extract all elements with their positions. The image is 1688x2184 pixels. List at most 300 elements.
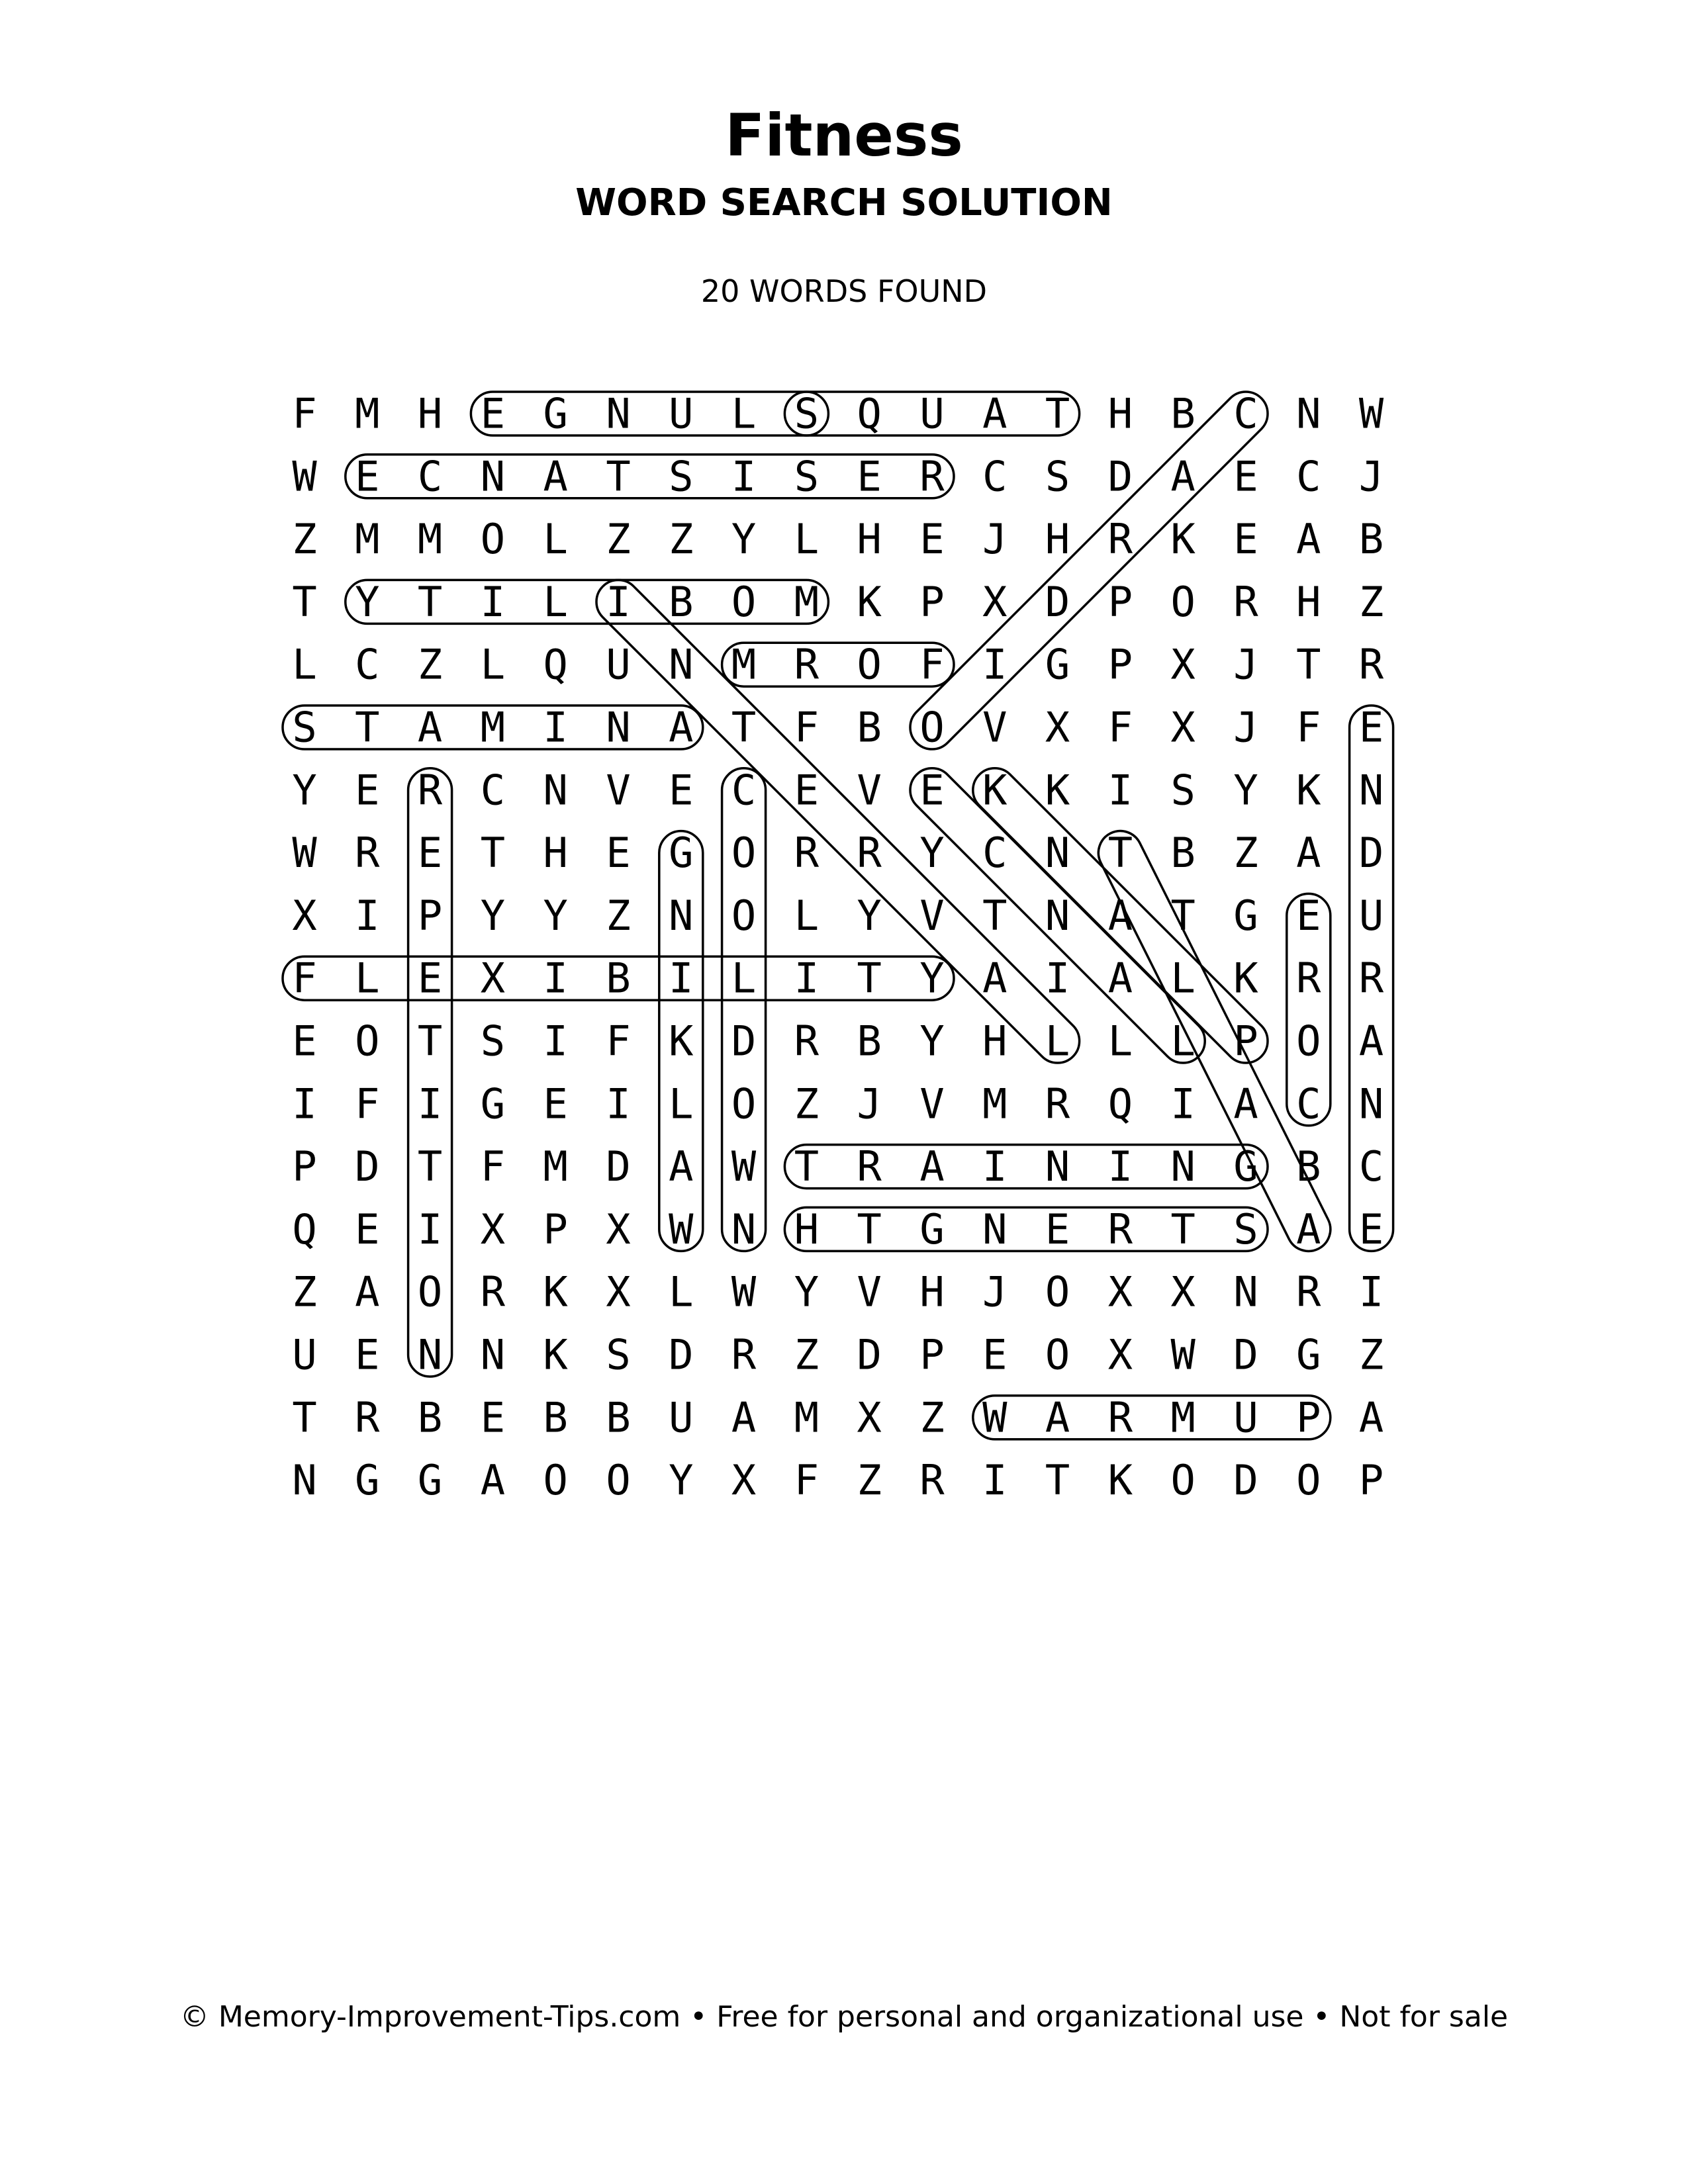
grid-letter: L	[292, 640, 317, 689]
grid-letter: X	[1107, 1330, 1133, 1379]
grid-letter: K	[1045, 766, 1070, 815]
grid-letter: H	[982, 1017, 1008, 1066]
grid-letter: U	[292, 1330, 317, 1379]
grid-letter: T	[1045, 1456, 1070, 1505]
grid-letter: U	[919, 389, 945, 438]
grid-letter: G	[355, 1456, 380, 1505]
grid-letter: C	[1296, 452, 1321, 501]
grid-letter: E	[355, 1205, 380, 1253]
grid-letter: R	[1358, 640, 1384, 689]
grid-letter: R	[480, 1267, 506, 1316]
grid-letter: A	[1296, 515, 1321, 564]
grid-letter: X	[857, 1393, 882, 1442]
grid-letter: D	[857, 1330, 882, 1379]
grid-letter: A	[1107, 954, 1133, 1003]
grid-letter: L	[543, 577, 568, 626]
grid-letter: A	[731, 1393, 757, 1442]
grid-letter: R	[731, 1330, 757, 1379]
grid-letter: E	[292, 1017, 317, 1066]
grid-letter: R	[857, 829, 882, 878]
grid-letter: T	[480, 829, 506, 878]
grid-letter: A	[480, 1456, 506, 1505]
grid-letter: E	[480, 1393, 506, 1442]
grid-letter: N	[1045, 829, 1070, 878]
grid-letter: R	[1358, 954, 1384, 1003]
grid-letter: Z	[794, 1330, 820, 1379]
grid-letter: T	[794, 1142, 820, 1191]
grid-letter: X	[1045, 703, 1070, 752]
grid-letter: K	[1296, 766, 1321, 815]
grid-letter: X	[1170, 1267, 1196, 1316]
grid-letter: T	[1170, 891, 1196, 940]
grid-letter: R	[417, 766, 443, 815]
grid-letter: R	[1296, 954, 1321, 1003]
grid-letter: N	[606, 703, 631, 752]
grid-letter: Y	[919, 954, 945, 1003]
grid-letter: D	[1233, 1456, 1258, 1505]
grid-letter: G	[669, 829, 694, 878]
grid-letter: B	[857, 1017, 882, 1066]
grid-letter: A	[1296, 1205, 1321, 1253]
grid-letter: Z	[794, 1079, 820, 1128]
grid-letter: K	[982, 766, 1008, 815]
grid-letter: D	[1107, 452, 1133, 501]
grid-letter: T	[292, 1393, 317, 1442]
grid-letter: P	[1296, 1393, 1321, 1442]
grid-letter: B	[1296, 1142, 1321, 1191]
grid-letter: F	[794, 1456, 820, 1505]
grid-letter: Y	[543, 891, 568, 940]
grid-letter: H	[1296, 577, 1321, 626]
grid-letter: P	[292, 1142, 317, 1191]
grid-letter: L	[543, 515, 568, 564]
grid-letter: I	[606, 577, 631, 626]
grid-letter: Z	[669, 515, 694, 564]
grid-letter: M	[794, 1393, 820, 1442]
grid-letter: A	[1170, 452, 1196, 501]
grid-letter: I	[480, 577, 506, 626]
grid-letter: A	[1296, 829, 1321, 878]
grid-letter: H	[1107, 389, 1133, 438]
grid-letter: Y	[857, 891, 882, 940]
grid-letter: V	[919, 891, 945, 940]
grid-letter: N	[606, 389, 631, 438]
words-found-count: 20 WORDS FOUND	[700, 273, 988, 309]
grid-letter: A	[1358, 1393, 1384, 1442]
grid-letter: N	[480, 452, 506, 501]
grid-letter: C	[1358, 1142, 1384, 1191]
grid-letter: R	[919, 1456, 945, 1505]
grid-letter: Z	[1358, 577, 1384, 626]
grid-letter: V	[857, 766, 882, 815]
grid-letter: N	[292, 1456, 317, 1505]
grid-letter: D	[606, 1142, 631, 1191]
grid-letter: J	[982, 1267, 1008, 1316]
grid-letter: D	[731, 1017, 757, 1066]
grid-letter: H	[1045, 515, 1070, 564]
grid-letter: N	[480, 1330, 506, 1379]
grid-letter: O	[731, 1079, 757, 1128]
grid-letter: I	[794, 954, 820, 1003]
grid-letter: F	[919, 640, 945, 689]
grid-letter: I	[731, 452, 757, 501]
grid-letter: G	[1233, 891, 1258, 940]
grid-letter: Z	[292, 515, 317, 564]
grid-letter: N	[1358, 1079, 1384, 1128]
grid-letter: Y	[794, 1267, 820, 1316]
grid-letter: J	[1233, 640, 1258, 689]
grid-letter: E	[543, 1079, 568, 1128]
grid-letter: M	[355, 515, 380, 564]
grid-letter: Y	[919, 829, 945, 878]
grid-letter: H	[857, 515, 882, 564]
grid-letter: B	[1358, 515, 1384, 564]
grid-letter: F	[292, 389, 317, 438]
grid-letter: O	[606, 1456, 631, 1505]
grid-letter: Y	[480, 891, 506, 940]
solution-loops	[283, 383, 1393, 1442]
grid-letter: Q	[543, 640, 568, 689]
grid-letter: S	[292, 703, 317, 752]
grid-letter: P	[919, 1330, 945, 1379]
grid-letter: Y	[919, 1017, 945, 1066]
grid-letter: S	[1233, 1205, 1258, 1253]
grid-letter: L	[794, 515, 820, 564]
grid-letter: K	[543, 1267, 568, 1316]
grid-letter: I	[417, 1205, 443, 1253]
grid-letter: I	[543, 954, 568, 1003]
grid-letter: E	[794, 766, 820, 815]
grid-letter: Z	[1358, 1330, 1384, 1379]
grid-letter: I	[543, 703, 568, 752]
grid-letter: L	[1170, 954, 1196, 1003]
grid-letter: H	[794, 1205, 820, 1253]
grid-letter: T	[857, 1205, 882, 1253]
grid-letter: A	[1233, 1079, 1258, 1128]
grid-letter: K	[1107, 1456, 1133, 1505]
grid-letter: E	[1233, 452, 1258, 501]
grid-letter: E	[1296, 891, 1321, 940]
grid-letter: V	[919, 1079, 945, 1128]
grid-letter: A	[982, 389, 1008, 438]
grid-letter: R	[794, 1017, 820, 1066]
grid-letter: I	[982, 1142, 1008, 1191]
grid-letter: C	[982, 829, 1008, 878]
grid-letter: E	[1358, 1205, 1384, 1253]
grid-letter: W	[669, 1205, 694, 1253]
grid-letter: P	[1107, 640, 1133, 689]
grid-letter: R	[1107, 515, 1133, 564]
grid-letter: X	[292, 891, 317, 940]
grid-letter: E	[355, 766, 380, 815]
grid-letter: R	[794, 640, 820, 689]
grid-letter: S	[480, 1017, 506, 1066]
grid-letter: O	[1170, 577, 1196, 626]
grid-letter: R	[1107, 1393, 1133, 1442]
grid-letter: S	[794, 389, 820, 438]
grid-letter: W	[731, 1142, 757, 1191]
grid-letter: W	[292, 829, 317, 878]
grid-letter: E	[982, 1330, 1008, 1379]
grid-letter: M	[417, 515, 443, 564]
grid-letter: O	[1296, 1017, 1321, 1066]
grid-letter: B	[606, 1393, 631, 1442]
word-loop-cardio	[901, 383, 1276, 758]
grid-letter: I	[606, 1079, 631, 1128]
grid-letter: T	[982, 891, 1008, 940]
grid-letter: K	[1233, 954, 1258, 1003]
grid-letter: A	[417, 703, 443, 752]
grid-letter: I	[1358, 1267, 1384, 1316]
grid-letter: I	[1107, 1142, 1133, 1191]
grid-letter: T	[1045, 389, 1070, 438]
grid-letter: L	[731, 954, 757, 1003]
grid-letter: U	[669, 389, 694, 438]
grid-letter: R	[355, 1393, 380, 1442]
grid-letter: J	[982, 515, 1008, 564]
grid-letter: R	[919, 452, 945, 501]
grid-letter: V	[982, 703, 1008, 752]
grid-letter: C	[1233, 389, 1258, 438]
grid-letter: V	[606, 766, 631, 815]
grid-letter: F	[1107, 703, 1133, 752]
grid-letter: I	[417, 1079, 443, 1128]
grid-letter: F	[1296, 703, 1321, 752]
grid-letter: J	[857, 1079, 882, 1128]
grid-letter: H	[919, 1267, 945, 1316]
grid-letter: D	[355, 1142, 380, 1191]
grid-letter: C	[355, 640, 380, 689]
grid-letter: X	[1170, 703, 1196, 752]
grid-letter: C	[731, 766, 757, 815]
grid-letter: E	[355, 452, 380, 501]
grid-letter: T	[417, 1142, 443, 1191]
grid-letter: I	[1170, 1079, 1196, 1128]
grid-letter: L	[1170, 1017, 1196, 1066]
grid-letter: T	[417, 1017, 443, 1066]
grid-letter: U	[1233, 1393, 1258, 1442]
grid-letter: O	[731, 891, 757, 940]
grid-letter: T	[292, 577, 317, 626]
grid-letter: E	[669, 766, 694, 815]
grid-letter: C	[480, 766, 506, 815]
grid-letter: N	[669, 891, 694, 940]
grid-letter: C	[1296, 1079, 1321, 1128]
grid-letter: I	[543, 1017, 568, 1066]
grid-letter: R	[794, 829, 820, 878]
grid-letter: B	[1170, 389, 1196, 438]
grid-letter: G	[417, 1456, 443, 1505]
grid-letter: P	[1233, 1017, 1258, 1066]
grid-letter: A	[1358, 1017, 1384, 1066]
grid-letter: T	[1296, 640, 1321, 689]
grid-letter: E	[417, 829, 443, 878]
grid-letter: G	[919, 1205, 945, 1253]
grid-letter: G	[1045, 640, 1070, 689]
grid-letter: L	[1045, 1017, 1070, 1066]
grid-letter: A	[355, 1267, 380, 1316]
grid-letter: J	[1358, 452, 1384, 501]
grid-letter: G	[480, 1079, 506, 1128]
grid-letter: D	[669, 1330, 694, 1379]
grid-letter: T	[417, 577, 443, 626]
grid-letter: S	[794, 452, 820, 501]
grid-letter: T	[355, 703, 380, 752]
grid-letter: R	[1296, 1267, 1321, 1316]
grid-letter: Q	[292, 1205, 317, 1253]
grid-letter: N	[982, 1205, 1008, 1253]
word-loop-lunge	[471, 392, 828, 435]
grid-letter: X	[1170, 640, 1196, 689]
grid-letter: O	[857, 640, 882, 689]
grid-letter: W	[1358, 389, 1384, 438]
grid-letter: X	[606, 1267, 631, 1316]
grid-letter: Y	[355, 577, 380, 626]
grid-letter: F	[292, 954, 317, 1003]
grid-letter: N	[731, 1205, 757, 1253]
grid-letter: M	[794, 577, 820, 626]
grid-letter: F	[606, 1017, 631, 1066]
grid-letter: O	[1170, 1456, 1196, 1505]
grid-letter: I	[355, 891, 380, 940]
grid-letter: F	[355, 1079, 380, 1128]
grid-letter: V	[857, 1267, 882, 1316]
grid-letter: E	[1233, 515, 1258, 564]
grid-letter: E	[480, 389, 506, 438]
grid-letter: L	[1107, 1017, 1133, 1066]
grid-letter: A	[919, 1142, 945, 1191]
grid-letter: E	[857, 452, 882, 501]
grid-letter: I	[292, 1079, 317, 1128]
grid-letter: W	[1170, 1330, 1196, 1379]
grid-letter: O	[731, 577, 757, 626]
grid-letter: N	[1233, 1267, 1258, 1316]
grid-letter: K	[669, 1017, 694, 1066]
grid-letter: O	[731, 829, 757, 878]
grid-letter: K	[1170, 515, 1196, 564]
grid-letter: O	[480, 515, 506, 564]
grid-letter: E	[919, 515, 945, 564]
page-subtitle: WORD SEARCH SOLUTION	[575, 181, 1113, 224]
grid-letter: E	[1358, 703, 1384, 752]
word-loop-ibycnall	[587, 571, 1088, 1072]
grid-letter: M	[480, 703, 506, 752]
grid-letter: H	[417, 389, 443, 438]
grid-letter: Q	[1107, 1079, 1133, 1128]
grid-letter: L	[669, 1267, 694, 1316]
word-loop-warmup	[973, 1396, 1331, 1439]
grid-letter: M	[731, 640, 757, 689]
grid-letter: N	[1358, 766, 1384, 815]
grid-letter: P	[417, 891, 443, 940]
grid-letter: O	[417, 1267, 443, 1316]
grid-letter: N	[1045, 891, 1070, 940]
grid-letter: Y	[1233, 766, 1258, 815]
grid-letter: O	[543, 1456, 568, 1505]
grid-letter: N	[1170, 1142, 1196, 1191]
grid-letter: U	[606, 640, 631, 689]
grid-letter: Y	[292, 766, 317, 815]
grid-letter: B	[669, 577, 694, 626]
grid-letter: E	[417, 954, 443, 1003]
grid-letter: R	[1233, 577, 1258, 626]
grid-letter: X	[982, 577, 1008, 626]
grid-letter: G	[1296, 1330, 1321, 1379]
grid-letter: N	[1045, 1142, 1070, 1191]
grid-letter: R	[355, 829, 380, 878]
grid-letter: O	[355, 1017, 380, 1066]
grid-letter: I	[1045, 954, 1070, 1003]
grid-letter: A	[669, 1142, 694, 1191]
grid-letter: T	[1107, 829, 1133, 878]
grid-letter: D	[1358, 829, 1384, 878]
grid-letter: X	[1107, 1267, 1133, 1316]
grid-letter: L	[731, 389, 757, 438]
grid-letter: O	[1296, 1456, 1321, 1505]
grid-letter: E	[919, 766, 945, 815]
grid-letters	[292, 390, 1384, 1505]
grid-letter: X	[606, 1205, 631, 1253]
grid-letter: B	[1170, 829, 1196, 878]
grid-letter: Z	[417, 640, 443, 689]
grid-letter: W	[731, 1267, 757, 1316]
grid-letter: A	[1045, 1393, 1070, 1442]
grid-letter: R	[1045, 1079, 1070, 1128]
grid-letter: T	[857, 954, 882, 1003]
grid-letter: U	[669, 1393, 694, 1442]
grid-letter: P	[1358, 1456, 1384, 1505]
grid-letter: L	[480, 640, 506, 689]
grid-letter: S	[606, 1330, 631, 1379]
grid-letter: C	[417, 452, 443, 501]
grid-letter: K	[857, 577, 882, 626]
grid-letter: I	[669, 954, 694, 1003]
grid-letter: W	[292, 452, 317, 501]
grid-letter: E	[355, 1330, 380, 1379]
grid-letter: D	[1045, 577, 1070, 626]
grid-letter: A	[543, 452, 568, 501]
grid-letter: F	[480, 1142, 506, 1191]
grid-letter: X	[480, 954, 506, 1003]
grid-letter: N	[543, 766, 568, 815]
grid-letter: U	[1358, 891, 1384, 940]
grid-letter: Z	[292, 1267, 317, 1316]
grid-letter: P	[543, 1205, 568, 1253]
grid-letter: I	[982, 1456, 1008, 1505]
grid-letter: N	[1296, 389, 1321, 438]
grid-letter: O	[1045, 1267, 1070, 1316]
grid-letter: Z	[919, 1393, 945, 1442]
grid-letter: Z	[606, 891, 631, 940]
grid-letter: B	[857, 703, 882, 752]
grid-letter: S	[1170, 766, 1196, 815]
grid-letter: P	[919, 577, 945, 626]
grid-letter: A	[982, 954, 1008, 1003]
grid-letter: O	[919, 703, 945, 752]
grid-letter: Z	[1233, 829, 1258, 878]
grid-letter: F	[794, 703, 820, 752]
grid-letter: T	[731, 703, 757, 752]
grid-letter: E	[606, 829, 631, 878]
grid-letter: K	[543, 1330, 568, 1379]
grid-letter: Z	[857, 1456, 882, 1505]
page-title: Fitness	[725, 101, 963, 169]
grid-letter: E	[1045, 1205, 1070, 1253]
grid-letter: Y	[731, 515, 757, 564]
grid-letter: G	[1233, 1142, 1258, 1191]
grid-letter: Z	[606, 515, 631, 564]
grid-letter: W	[982, 1393, 1008, 1442]
